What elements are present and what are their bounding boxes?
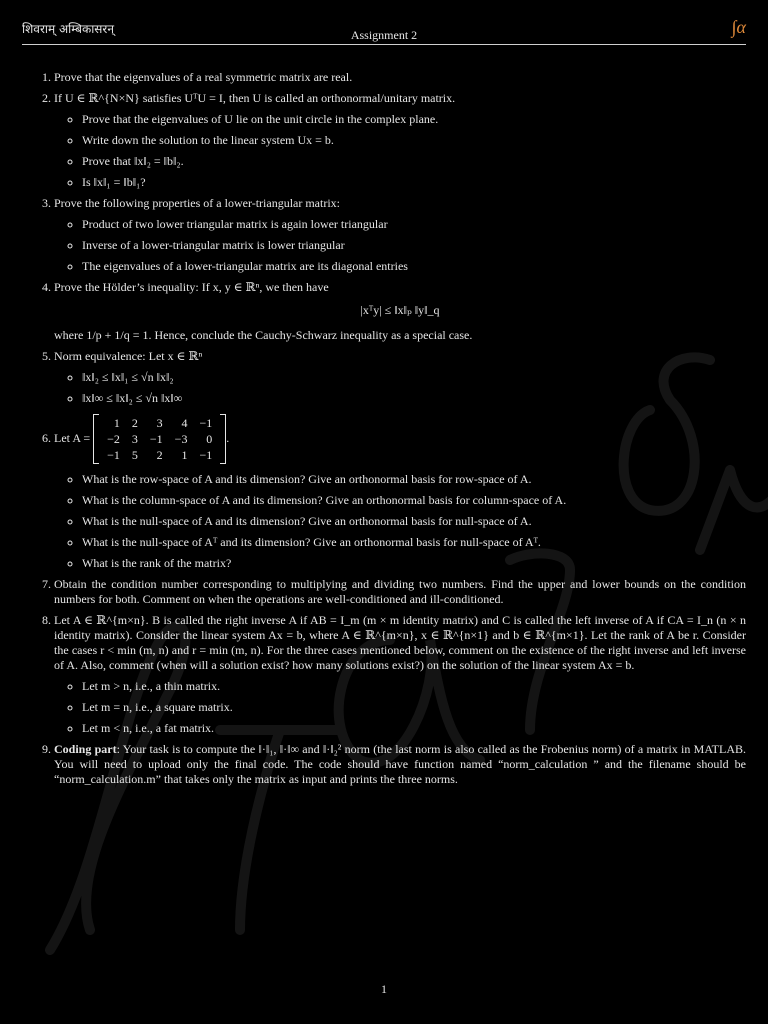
matrix-cell: 2 <box>131 416 138 430</box>
author-name: शिवराम् अम्बिकासरन् <box>22 22 114 36</box>
question-8 <box>54 613 746 736</box>
question-8-subitems <box>54 679 746 736</box>
question-4-text: Prove the Hölder’s inequality: If x, y ∈ ℝⁿ, we then have <box>54 280 329 294</box>
list-item: ◦ Inverse of a lower-triangular matrix is lower triangular <box>82 238 746 253</box>
list-item: ◦ Product of two lower triangular matrix is again lower triangular <box>82 217 746 232</box>
list-item: ◦ What is the row-space of A and its dimension? Give an orthonormal basis for row-space of A. <box>82 472 746 487</box>
question-9-block <box>54 742 746 787</box>
matrix-cell: 3 <box>156 416 163 430</box>
assignment-body <box>30 70 746 793</box>
question-7 <box>54 577 746 607</box>
question-2 <box>54 91 746 190</box>
question-6: 6. Let A = 1 2 3 4 −1 −2 3 −1 −3 0 −1 5 2 1 −1 . ◦ What is the row-space of A and its dimension? Give an orthonormal basis for row-space of A. ◦ What is the column-space of A and its dimension? Give an orthonormal basis for column-space of A. ◦ What is the null-space of A and its dimension? Give an orthonormal basis for null-space of A. ◦ What is the null-space of Aᵀ and its dimension? Give an orthonormal basis for null-space of Aᵀ. ◦ What is the rank of the matrix? <box>54 412 746 571</box>
question-1-text: Prove that the eigenvalues of a real symmetric matrix are real. <box>54 70 353 84</box>
document-title: Assignment 2 <box>350 28 418 42</box>
list-item: ◦ Let m < n, i.e., a fat matrix. <box>82 721 746 736</box>
matrix-cell: 0 <box>206 432 213 446</box>
list-item: ◦ ‖x‖∞ ≤ ‖x‖₂ ≤ √n ‖x‖∞ <box>82 391 746 406</box>
list-item: ◦ Is ‖x‖₁ = ‖b‖₁? <box>82 175 746 190</box>
list-item: ◦ Let m > n, i.e., a thin matrix. <box>82 679 746 694</box>
question-2-text: If U ∈ ℝ^{N×N} satisfies UᵀU = I, then U is called an orthonormal/unitary matrix. <box>54 91 456 105</box>
question-3 <box>54 196 746 274</box>
matrix-cell: 5 <box>131 448 138 462</box>
matrix-cell: −1 <box>199 416 213 430</box>
question-3-subitems <box>54 217 746 274</box>
list-item: ◦ Write down the solution to the linear system Ux = b. <box>82 133 746 148</box>
question-3-text: Prove the following properties of a lower-triangular matrix: <box>54 196 341 210</box>
matrix-cell: −1 <box>107 448 120 462</box>
question-5 <box>54 349 746 406</box>
matrix-a <box>93 414 226 464</box>
question-4 <box>54 280 746 343</box>
matrix-cell: 1 <box>113 416 120 430</box>
matrix-row <box>101 447 218 463</box>
matrix-cell: 1 <box>181 448 188 462</box>
matrix-row <box>101 415 218 431</box>
matrix-right-bracket <box>220 414 226 464</box>
question-1 <box>54 70 746 85</box>
list-item: ◦ What is the rank of the matrix? <box>82 556 746 571</box>
matrix-cell: −1 <box>199 448 213 462</box>
question-5-subitems <box>54 370 746 406</box>
question-6-text: Let A = <box>54 430 91 445</box>
list-item: ◦ ‖x‖₂ ≤ ‖x‖₁ ≤ √n ‖x‖₂ <box>82 370 746 385</box>
coding-part-label: Coding part <box>54 742 117 756</box>
question-9-text: : Your task is to compute the ‖·‖₁, ‖·‖∞ and ‖·‖₂² norm (the last norm is also called as the Frobenius norm) of a matrix in MATLAB. You will need to upload only the final code. The code should have function named “norm_calculation ” and the filename should be “norm_calculation.m” that takes only the matrix as input and prints the three norms. <box>54 742 747 786</box>
holder-inequality-equation: |xᵀy| ≤ ‖x‖ₚ ‖y‖_q <box>360 303 440 317</box>
matrix-a-table <box>101 415 218 463</box>
matrix-left-bracket <box>93 414 99 464</box>
list-item: ◦ Let m = n, i.e., a square matrix. <box>82 700 746 715</box>
list-item: ◦ What is the null-space of A and its dimension? Give an orthonormal basis for null-space of A. <box>82 514 746 529</box>
matrix-cell: 3 <box>131 432 138 446</box>
page-header <box>22 17 746 46</box>
matrix-cell: −2 <box>107 432 120 446</box>
matrix-row <box>101 431 218 447</box>
list-item: ◦ The eigenvalues of a lower-triangular matrix are its diagonal entries <box>82 259 746 274</box>
question-list <box>30 70 746 787</box>
question-7-text: 7. Obtain the condition number corresponding to multiplying and dividing two numbers. Find the upper and lower bounds on the condition numbers for both. Comment on when the operations are well-conditioned and ill-conditioned. <box>54 577 746 606</box>
list-item: ◦ What is the null-space of Aᵀ and its dimension? Give an orthonormal basis for null-space of Aᵀ. <box>82 535 746 550</box>
list-item: ◦ Prove that ‖x‖₂ = ‖b‖₂. <box>82 154 746 169</box>
list-item: ◦ Prove that the eigenvalues of U lie on the unit circle in the complex plane. <box>82 112 746 127</box>
question-9 <box>54 742 746 787</box>
matrix-cell: 4 <box>181 416 188 430</box>
question-5-text: Norm equivalence: Let x ∈ ℝⁿ <box>54 349 203 363</box>
matrix-cell: −3 <box>174 432 188 446</box>
matrix-cell: 2 <box>156 448 163 462</box>
logo-integral-alpha: ∫α <box>731 17 746 37</box>
question-2-subitems <box>54 112 746 190</box>
page-number: 1 <box>381 982 387 996</box>
question-4-conclusion: where 1/p + 1/q = 1. Hence, conclude the Cauchy-Schwarz inequality as a special case. <box>54 328 473 342</box>
question-6-subitems <box>54 472 746 571</box>
header-rule <box>22 44 746 45</box>
list-item: ◦ What is the column-space of A and its dimension? Give an orthonormal basis for column-space of A. <box>82 493 746 508</box>
matrix-cell: −1 <box>149 432 163 446</box>
question-8-text: 8. Let A ∈ ℝ^{m×n}. B is called the right inverse A if AB = I_m (m × m identity matrix) and C is called the left inverse of A if CA = I_n (n × n identity matrix). Consider the linear system Ax = b, where A ∈ ℝ^{m×n}, x ∈ ℝ^{n×1} and b ∈ ℝ^{m×1}. Let the rank of A be r. Consider the cases r < min (m, n) and r = min (m, n). For the three cases mentioned below, comment on the existence of the right inverse and left inverse of A. Also, comment (when will a solution exist? how many solutions exist?) on the solution of the linear system Ax = b. <box>54 613 746 672</box>
